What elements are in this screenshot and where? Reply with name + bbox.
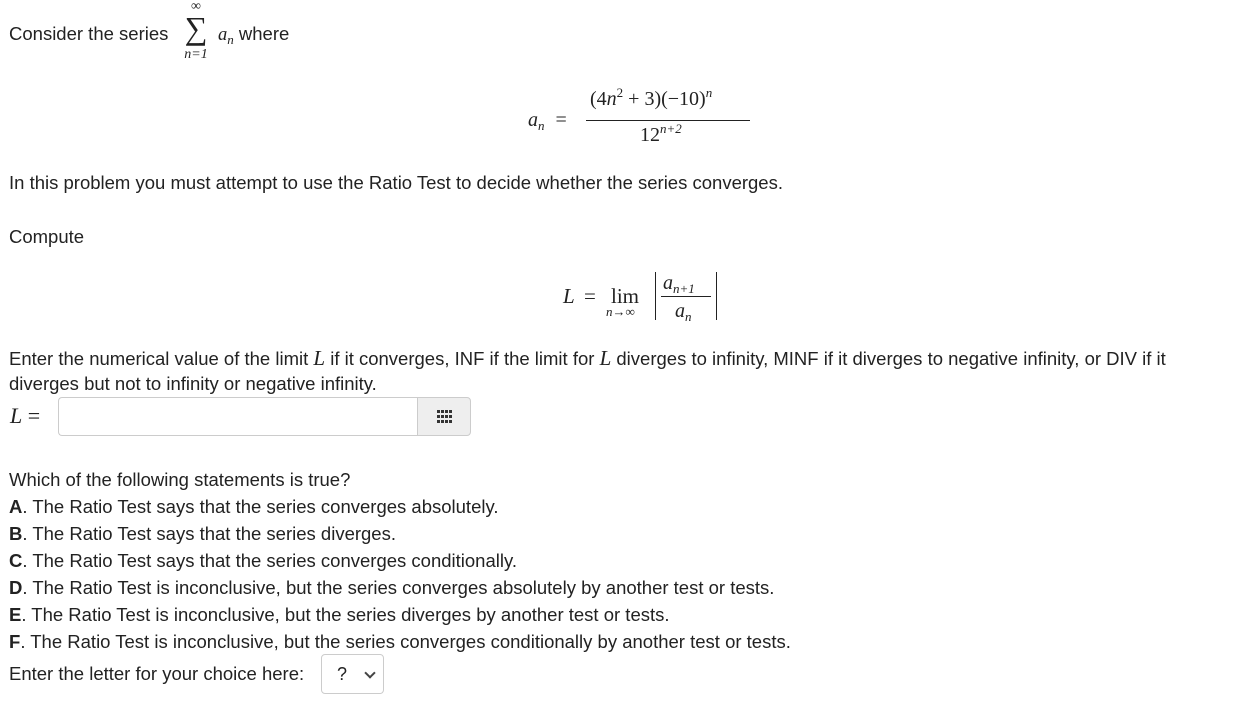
- option-letter: B: [9, 523, 23, 544]
- num-exp: 2: [616, 85, 624, 100]
- compute-label: Compute: [9, 226, 85, 247]
- num-exp2: n: [705, 85, 713, 100]
- enter-var1: L: [313, 346, 326, 370]
- enter-text-line2: diverges but not to infinity or negative infinity.: [9, 373, 377, 394]
- option-c: [9, 550, 517, 572]
- answer-label-var: L: [10, 403, 23, 428]
- formula-lhs: [528, 109, 567, 132]
- intro-suffix: where: [238, 23, 290, 44]
- limit-answer-input[interactable]: [58, 397, 417, 436]
- answer-label-eq: =: [27, 403, 41, 428]
- num-part2: + 3)(−10): [623, 88, 706, 110]
- choice-selected-value: ?: [337, 664, 348, 684]
- option-e: [9, 604, 670, 626]
- option-a: [9, 496, 499, 518]
- option-text: . The Ratio Test says that the series converges conditionally.: [22, 550, 517, 571]
- lhs-equals: =: [555, 109, 567, 131]
- intro-term: [218, 23, 289, 46]
- enter-var2: L: [599, 346, 612, 370]
- option-text: . The Ratio Test says that the series converges absolutely.: [22, 496, 499, 517]
- abs-bar-right: [716, 272, 717, 320]
- option-b: [9, 523, 396, 545]
- grid-icon: [437, 410, 453, 424]
- option-letter: D: [9, 577, 23, 598]
- option-letter: E: [9, 604, 22, 625]
- formula-denominator: [640, 121, 682, 147]
- num-a-sub: n+1: [673, 281, 695, 296]
- limit-fraction-line: [661, 296, 711, 297]
- num-a: a: [663, 272, 673, 294]
- choice-label: Enter the letter for your choice here:: [9, 663, 305, 684]
- option-text: . The Ratio Test says that the series diverges.: [22, 523, 396, 544]
- limit-equals: =: [583, 284, 596, 308]
- limit-numerator: [663, 272, 695, 295]
- limit-L: L: [563, 284, 575, 308]
- choice-select[interactable]: [321, 654, 384, 694]
- den-exp: n+2: [660, 121, 682, 136]
- term-sub: n: [227, 32, 234, 47]
- answer-label: [10, 403, 40, 429]
- sigma-icon: ∑: [184, 10, 208, 46]
- limit-lhs: [563, 284, 596, 309]
- enter-part3: diverges to infinity, MINF if it diverges to negative infinity, or DIV if it: [611, 348, 1166, 369]
- option-text: . The Ratio Test is inconclusive, but the series diverges by another test or tests.: [21, 604, 670, 625]
- option-text: . The Ratio Test is inconclusive, but the series converges absolutely by another test or tests.: [22, 577, 775, 598]
- term-var: a: [218, 25, 228, 45]
- num-var: n: [606, 88, 617, 110]
- lhs-var: a: [528, 109, 538, 131]
- formula-numerator: [590, 85, 713, 111]
- limit-under: n→∞: [606, 304, 635, 319]
- limit-denominator: [675, 300, 692, 323]
- abs-bar-left: [655, 272, 656, 320]
- num-part1: (4: [590, 88, 607, 110]
- instruction-text: In this problem you must attempt to use the Ratio Test to decide whether the series converges.: [9, 172, 783, 193]
- enter-text-line1: [9, 346, 1166, 371]
- den-a: a: [675, 300, 685, 322]
- den-base: 12: [640, 124, 660, 146]
- sum-lower-limit: n=1: [184, 47, 208, 62]
- intro-prefix: Consider the series: [9, 23, 169, 44]
- enter-part2: if it converges, INF if the limit for: [325, 348, 600, 369]
- option-text: . The Ratio Test is inconclusive, but the series converges conditionally by another test or tests.: [20, 631, 791, 652]
- question-text: Which of the following statements is true?: [9, 469, 351, 490]
- sum-upper-limit: ∞: [191, 0, 201, 14]
- intro-line: [9, 23, 168, 45]
- option-d: [9, 577, 774, 599]
- option-f: [9, 631, 791, 653]
- option-letter: C: [9, 550, 23, 571]
- chevron-down-icon: [364, 667, 375, 678]
- limit-op: lim: [611, 284, 640, 308]
- equation-editor-button[interactable]: [417, 397, 471, 436]
- enter-part1: Enter the numerical value of the limit: [9, 348, 314, 369]
- option-letter: A: [9, 496, 23, 517]
- lhs-sub: n: [538, 118, 545, 133]
- den-a-sub: n: [685, 309, 692, 324]
- summation: [178, 0, 214, 70]
- option-letter: F: [9, 631, 21, 652]
